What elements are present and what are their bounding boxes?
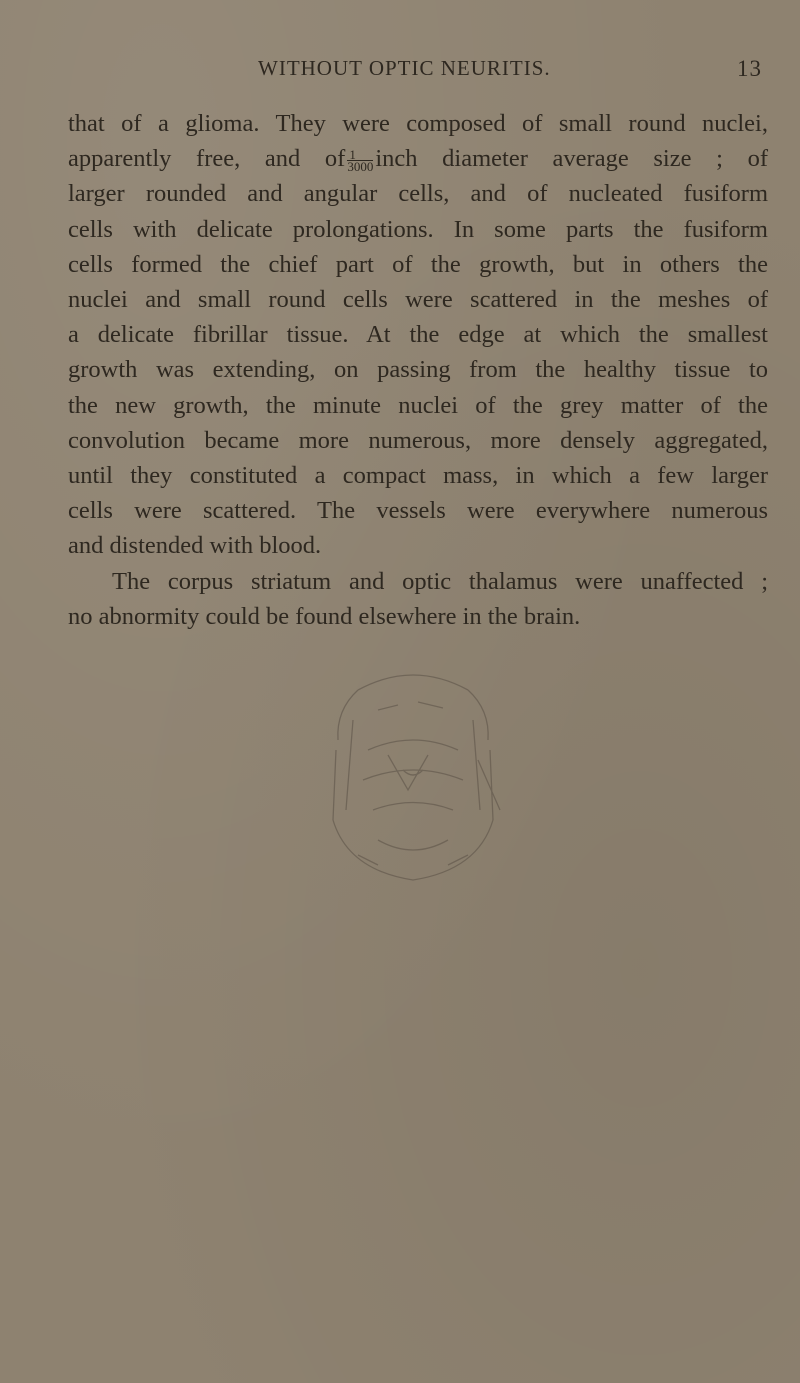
text-line: nuclei and small round cells were scattered in the meshes of bbox=[68, 286, 768, 314]
text-line: a delicate fibrillar tissue. At the edge at which the smallest bbox=[68, 321, 768, 349]
text-segment: inch diameter average size ; of bbox=[375, 145, 768, 173]
stamp-graphic bbox=[318, 660, 508, 895]
text-line-with-fraction bbox=[68, 141, 768, 176]
text-line: no abnormity could be found elsewhere in the brain. bbox=[68, 602, 581, 630]
text-line: cells were scattered. The vessels were everywhere numerous bbox=[68, 497, 768, 525]
library-stamp-icon bbox=[318, 660, 508, 895]
fraction-denominator: 3000 bbox=[347, 159, 374, 175]
body-text bbox=[68, 106, 768, 634]
running-title: WITHOUT OPTIC NEURITIS. bbox=[258, 56, 551, 80]
text-line: cells formed the chief part of the growth, but in others the bbox=[68, 250, 768, 278]
fraction-numerator: 1 bbox=[347, 149, 373, 161]
text-line: the new growth, the minute nuclei of the grey matter of the bbox=[68, 391, 768, 419]
text-line: that of a glioma. They were composed of small round nuclei, bbox=[68, 110, 768, 137]
text-line: convolution became more numerous, more densely aggregated, bbox=[68, 426, 768, 454]
paragraph-1 bbox=[68, 106, 768, 564]
text-line: The corpus striatum and optic thalamus were unaffected ; bbox=[112, 567, 768, 595]
text-line: larger rounded and angular cells, and of nucleated fusiform bbox=[68, 180, 768, 208]
text-line: cells with delicate prolongations. In some parts the fusiform bbox=[68, 215, 768, 243]
text-line: and distended with blood. bbox=[68, 532, 322, 560]
paragraph-2 bbox=[68, 564, 768, 634]
fraction bbox=[347, 147, 374, 175]
text-line: until they constituted a compact mass, in which a few larger bbox=[68, 462, 768, 490]
running-head bbox=[60, 56, 770, 86]
text-segment: apparently free, and of bbox=[68, 145, 346, 173]
page-number: 13 bbox=[737, 56, 762, 81]
text-line: growth was extending, on passing from the healthy tissue to bbox=[68, 356, 768, 384]
